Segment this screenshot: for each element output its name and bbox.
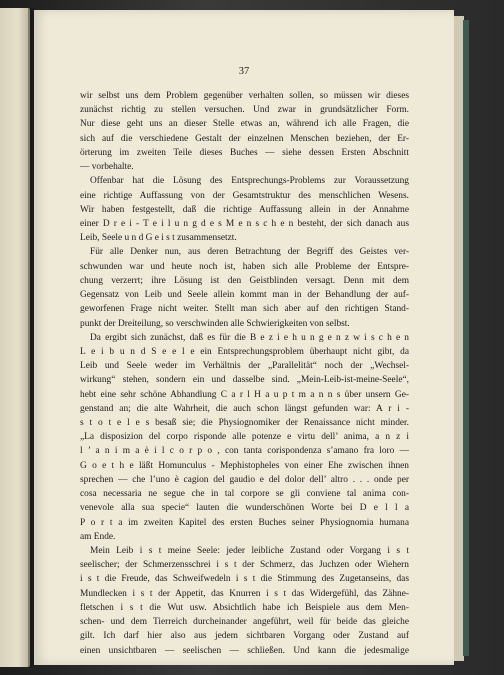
- text-line: l ’ a n i m a è i l c o r p o , con tanta corispondenza s’amano fra loro —: [80, 446, 409, 457]
- text-line: Leib, Seele u n d G e i s t zusammensetzt.: [80, 233, 237, 244]
- text-line: punkt der Dreiteilung, so verschwinden alle Schwierigkeiten von selbst.: [80, 318, 350, 329]
- text-line: fletschen i s t die Wut usw. Absichtlich habe ich Beispiele aus dem Men-: [80, 602, 409, 613]
- text-line: Für alle Denker nun, aus deren Betrachtung der Begriff des Geistes ver-: [90, 247, 409, 258]
- text-line: Mundlecken i s t der Appetit, das Knurren i s t das Widergefühl, das Zähne-: [80, 588, 409, 599]
- text-line: s t o t e l e s besaß sie; die Physiognomiker der Renaissance nicht minder.: [80, 418, 409, 429]
- text-line: Leib und Seele weder im Verhältnis der „Parallelität“ noch der „Wechsel-: [80, 361, 409, 372]
- facing-page-edge: [0, 8, 30, 667]
- text-line: einen unsichtbaren — seelischen — schließen. Und kann die jedesmalige: [80, 645, 409, 656]
- text-line: cosa necessaria ne segue che in tal corpore se gli conviene tal anima con-: [80, 489, 409, 500]
- text-line: venevole alla sua specie“ lauten die wunderschönen Worte bei D e l l a: [80, 503, 409, 514]
- text-line: am Ende.: [80, 531, 116, 542]
- text-line: Wir haben festgestellt, daß die richtige Auffassung allein in der Annahme: [80, 204, 409, 215]
- text-line: schwunden war und heute noch ist, haben sich alle Probleme der Entspre-: [80, 261, 409, 272]
- text-line: eine richtige Auffassung von der Gesamtstruktur des menschlichen Wesens.: [80, 190, 409, 201]
- text-line: örterung im zweiten Teile dieses Buches — siehe dessen Ersten Abschnitt: [80, 147, 409, 158]
- text-line: hebt eine sehr schöne Abhandlung C a r l H a u p t m a n n s über unsern Ge-: [80, 389, 409, 400]
- text-line: — vorbehalte.: [80, 162, 134, 173]
- text-line: wirkung“ stehen, sondern ein und dasselbe sind. „Mein-Leib-ist-meine-Seele“,: [80, 375, 409, 386]
- text-line: sprechen — che l’uno è cagion del gaudio e del dolor dell’ altro . . . onde per: [80, 474, 409, 485]
- text-line: i s t die Freude, das Schweifwedeln i s t die Stimmung des Zugetanseins, das: [80, 574, 409, 585]
- text-line: genstand an; die alte Wahrheit, die auch schon längst gefunden war: A r i -: [80, 403, 409, 414]
- text-line: Mein Leib i s t meine Seele: jeder leibliche Zustand oder Vorgang i s t: [90, 546, 409, 556]
- text-line: seelischer; der Schmerzensschrei i s t der Schmerz, das Juchzen oder Wiehern: [80, 560, 409, 571]
- text-line: Nur diese geht uns an dieser Stelle etwas an, während ich alle Fragen, die: [80, 119, 409, 130]
- book-cover-edge: [463, 20, 469, 656]
- text-line: geworfenen Frage nicht weiter. Stellt man sich aber auf den richtigen Stand-: [80, 304, 409, 315]
- text-line: P o r t a im zweiten Kapitel des ersten Buches seiner Physiognomia humana: [80, 517, 409, 528]
- text-line: Da ergibt sich zunächst, daß es für die B e z i e h u n g e n z w i s c h e n: [90, 332, 409, 343]
- body-text: [80, 89, 409, 658]
- text-line: schen- und dem Tierreich durcheinander angeführt, weil für beide das gleiche: [80, 617, 409, 628]
- text-line: chung verzerrt; ihre Lösung ist den Geistblinden versagt. Denn mit dem: [80, 275, 409, 286]
- text-line: wir selbst uns dem Problem gegenüber verhalten sollen, so müssen wir dieses: [80, 91, 409, 101]
- page-number: 37: [238, 66, 250, 77]
- text-line: G o e t h e läßt Homunculus - Mephistopheles von einer Ehe zwischen ihnen: [80, 460, 409, 471]
- text-line: zunächst richtig zu stellen versuchen. Und zwar in grundsätzlicher Form.: [80, 105, 409, 116]
- text-line: Offenbar hat die Lösung des Entsprechungs-Problems zur Voraussetzung: [90, 176, 409, 187]
- text-line: einer D r e i - T e i l u n g d e s M e n s c h e n besteht, der sich danach aus: [80, 218, 409, 229]
- text-line: „La disposizion del corpo risponde alle potenze e virtu dell’ anima, a n z i: [80, 432, 409, 443]
- text-line: Gegensatz von Leib und Seele allein kommt man in der Behandlung der auf-: [80, 290, 409, 301]
- text-line: gilt. Ich darf hier also aus jedem sichtbaren Vorgang oder Zustand auf: [80, 631, 409, 642]
- text-line: sich auf die verschiedene Gestalt der einzelnen Menschen beziehen, der Er-: [80, 133, 409, 144]
- text-line: L e i b u n d S e e l e ein Entsprechungsproblem überhaupt nicht gibt, da: [80, 346, 409, 357]
